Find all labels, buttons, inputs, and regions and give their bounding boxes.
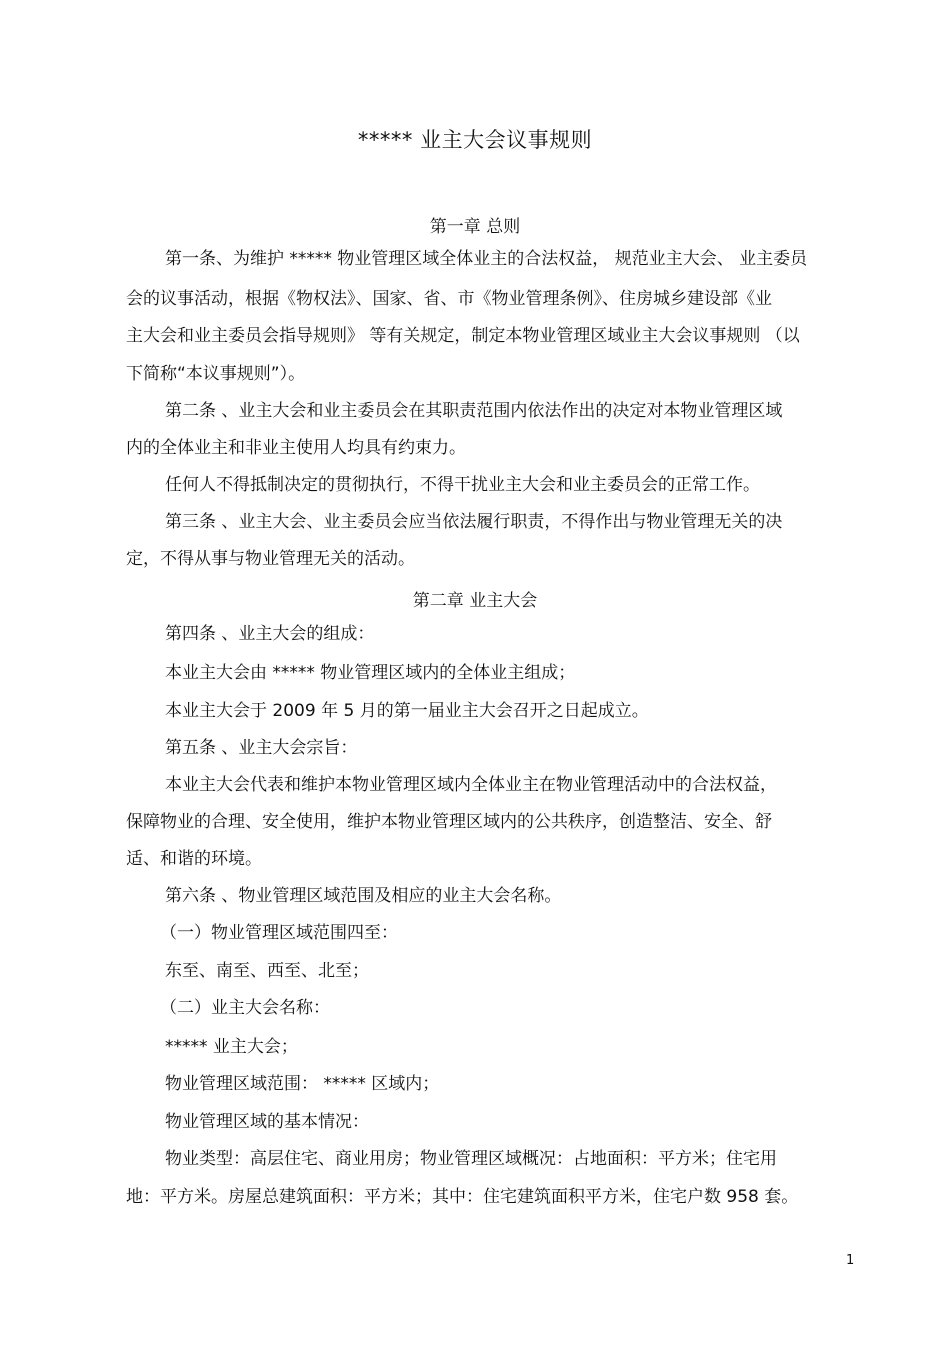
article-2-line-2: 内的全体业主和非业主使用人均具有约束力。	[126, 438, 466, 458]
article-5-heading: 第五条 、业主大会宗旨：	[165, 738, 358, 758]
chapter-1-heading: 第一章 总则	[429, 217, 521, 237]
chapter-2-heading: 第二章 业主大会	[412, 591, 538, 611]
article-1-line-2: 会的议事活动，根据《物权法》、国家、省、市《物业管理条例》、住房城乡建设部《业	[126, 289, 772, 309]
article-4-paragraph-1: 本业主大会由 ***** 物业管理区域内的全体业主组成；	[165, 663, 576, 683]
article-5-line-3: 适、和谐的环境。	[126, 849, 262, 869]
article-6-range: 物业管理区域范围： ***** 区域内；	[165, 1074, 440, 1094]
article-1-line-1: 第一条、为维护 ***** 物业管理区域全体业主的合法权益， 规范业主大会、 业主委员	[165, 249, 808, 269]
article-6-section-1-text: 东至、南至、西至、北至；	[165, 961, 369, 981]
article-6-heading: 第六条 、物业管理区域范围及相应的业主大会名称。	[165, 886, 562, 906]
article-5-line-2: 保障物业的合理、安全使用，维护本物业管理区域内的公共秩序，创造整洁、安全、舒	[126, 812, 772, 832]
article-4-paragraph-2: 本业主大会于 2009 年 5 月的第一届业主大会召开之日起成立。	[165, 701, 649, 721]
article-3-line-1: 第三条 、业主大会、业主委员会应当依法履行职责，不得作出与物业管理无关的决	[165, 512, 783, 532]
article-6-type-line-2: 地：平方米。房屋总建筑面积：平方米；其中：住宅建筑面积平方米，住宅户数 958 套。	[126, 1187, 799, 1207]
document-title: ***** 业主大会议事规则	[357, 128, 593, 152]
article-6-basic-info: 物业管理区域的基本情况：	[165, 1112, 369, 1132]
article-4-heading: 第四条 、业主大会的组成：	[165, 624, 375, 644]
article-3-line-2: 定，不得从事与物业管理无关的活动。	[126, 549, 415, 569]
article-2-paragraph-2: 任何人不得抵制决定的贯彻执行，不得干扰业主大会和业主委员会的正常工作。	[165, 475, 760, 495]
article-1-line-4: 下简称“本议事规则”）。	[126, 364, 306, 384]
article-6-type-line-1: 物业类型：高层住宅、商业用房；物业管理区域概况：占地面积：平方米；住宅用	[165, 1149, 777, 1169]
article-6-section-2: （二）业主大会名称：	[160, 998, 330, 1018]
article-5-line-1: 本业主大会代表和维护本物业管理区域内全体业主在物业管理活动中的合法权益，	[165, 775, 777, 795]
page-number: 1	[846, 1253, 855, 1268]
article-1-line-3: 主大会和业主委员会指导规则》 等有关规定，制定本物业管理区域业主大会议事规则 （以	[126, 326, 800, 346]
article-6-section-2-text: ***** 业主大会；	[165, 1037, 298, 1057]
article-6-section-1: （一）物业管理区域范围四至：	[160, 923, 398, 943]
article-2-line-1: 第二条 、业主大会和业主委员会在其职责范围内依法作出的决定对本物业管理区域	[165, 401, 783, 421]
